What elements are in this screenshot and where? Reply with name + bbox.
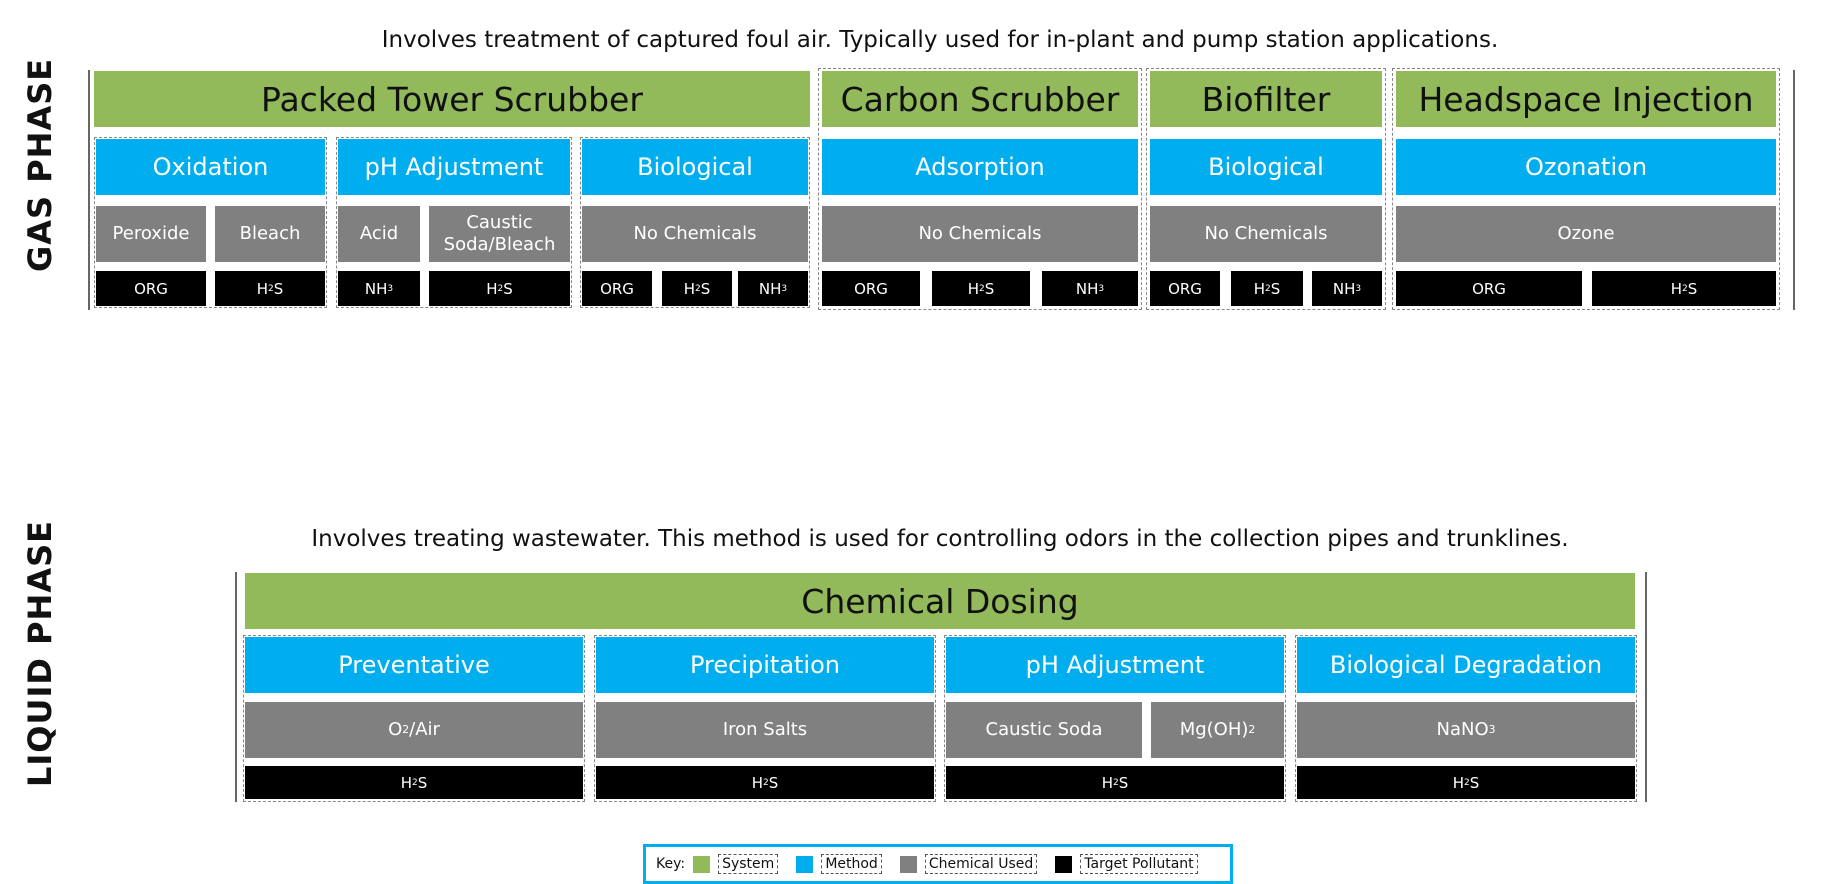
system-biofilter: Biofilter [1150, 71, 1382, 127]
target-nh3: NH 3 [1312, 271, 1382, 306]
legend-label-target: Target Pollutant [1080, 854, 1197, 874]
target-nh3: NH 3 [738, 271, 808, 306]
target-org: ORG [96, 271, 206, 306]
gas-phase-label: GAS PHASE [21, 57, 59, 272]
system-headspace-injection: Headspace Injection [1396, 71, 1776, 127]
target-org: ORG [1396, 271, 1582, 306]
system-packed-tower-scrubber: Packed Tower Scrubber [94, 71, 810, 127]
method-preventative: Preventative [245, 637, 583, 693]
chemical-no-chemicals: No Chemicals [582, 206, 808, 262]
legend-swatch-chemical [900, 856, 917, 873]
chemical-o2-air: O 2 /Air [245, 702, 583, 758]
chemical-no-chemicals: No Chemicals [1150, 206, 1382, 262]
target-nh3: NH 3 [1042, 271, 1138, 306]
target-h2s: H 2 S [596, 766, 934, 799]
chemical-peroxide: Peroxide [96, 206, 206, 262]
method-adsorption: Adsorption [822, 139, 1138, 195]
method-oxidation: Oxidation [96, 139, 325, 195]
legend-title: Key: [656, 856, 686, 872]
system-chemical-dosing: Chemical Dosing [245, 573, 1635, 629]
legend-swatch-target [1055, 856, 1072, 873]
liquid-phase-label: LIQUID PHASE [21, 520, 59, 787]
method-biological-degradation: Biological Degradation [1297, 637, 1635, 693]
system-carbon-scrubber: Carbon Scrubber [822, 71, 1138, 127]
method-precipitation: Precipitation [596, 637, 934, 693]
method-biological: Biological [1150, 139, 1382, 195]
target-h2s: H 2 S [1297, 766, 1635, 799]
chemical-acid: Acid [338, 206, 420, 262]
legend-label-system: System [718, 854, 778, 874]
legend-key [643, 844, 1233, 884]
legend-swatch-system [693, 856, 710, 873]
method-ph-adjustment: pH Adjustment [338, 139, 570, 195]
chemical-mg-oh-2: Mg(OH) 2 [1151, 702, 1284, 758]
target-h2s: H 2 S [1592, 271, 1776, 306]
target-nh3: NH 3 [338, 271, 420, 306]
chemical-caustic-soda-bleach: Caustic Soda/Bleach [429, 206, 570, 262]
target-org: ORG [582, 271, 652, 306]
target-h2s: H 2 S [429, 271, 570, 306]
legend-label-chemical: Chemical Used [925, 854, 1037, 874]
method-biological: Biological [582, 139, 808, 195]
chemical-caustic-soda: Caustic Soda [946, 702, 1142, 758]
method-ozonation: Ozonation [1396, 139, 1776, 195]
legend-label-method: Method [821, 854, 882, 874]
gas-phase-description: Involves treatment of captured foul air. Typically used for in-plant and pump station applications. [381, 27, 1499, 53]
method-ph-adjustment: pH Adjustment [946, 637, 1284, 693]
chemical-nano3: NaNO 3 [1297, 702, 1635, 758]
target-h2s: H 2 S [946, 766, 1284, 799]
target-h2s: H 2 S [1231, 271, 1303, 306]
legend-swatch-method [796, 856, 813, 873]
target-org: ORG [822, 271, 920, 306]
chemical-no-chemicals: No Chemicals [822, 206, 1138, 262]
liquid-phase-description: Involves treating wastewater. This method is used for controlling odors in the collection pipes and trunklines. [311, 526, 1569, 552]
target-org: ORG [1150, 271, 1220, 306]
chemical-ozone: Ozone [1396, 206, 1776, 262]
target-h2s: H 2 S [662, 271, 732, 306]
target-h2s: H 2 S [245, 766, 583, 799]
target-h2s: H 2 S [215, 271, 325, 306]
chemical-bleach: Bleach [215, 206, 325, 262]
target-h2s: H 2 S [932, 271, 1030, 306]
chemical-iron-salts: Iron Salts [596, 702, 934, 758]
